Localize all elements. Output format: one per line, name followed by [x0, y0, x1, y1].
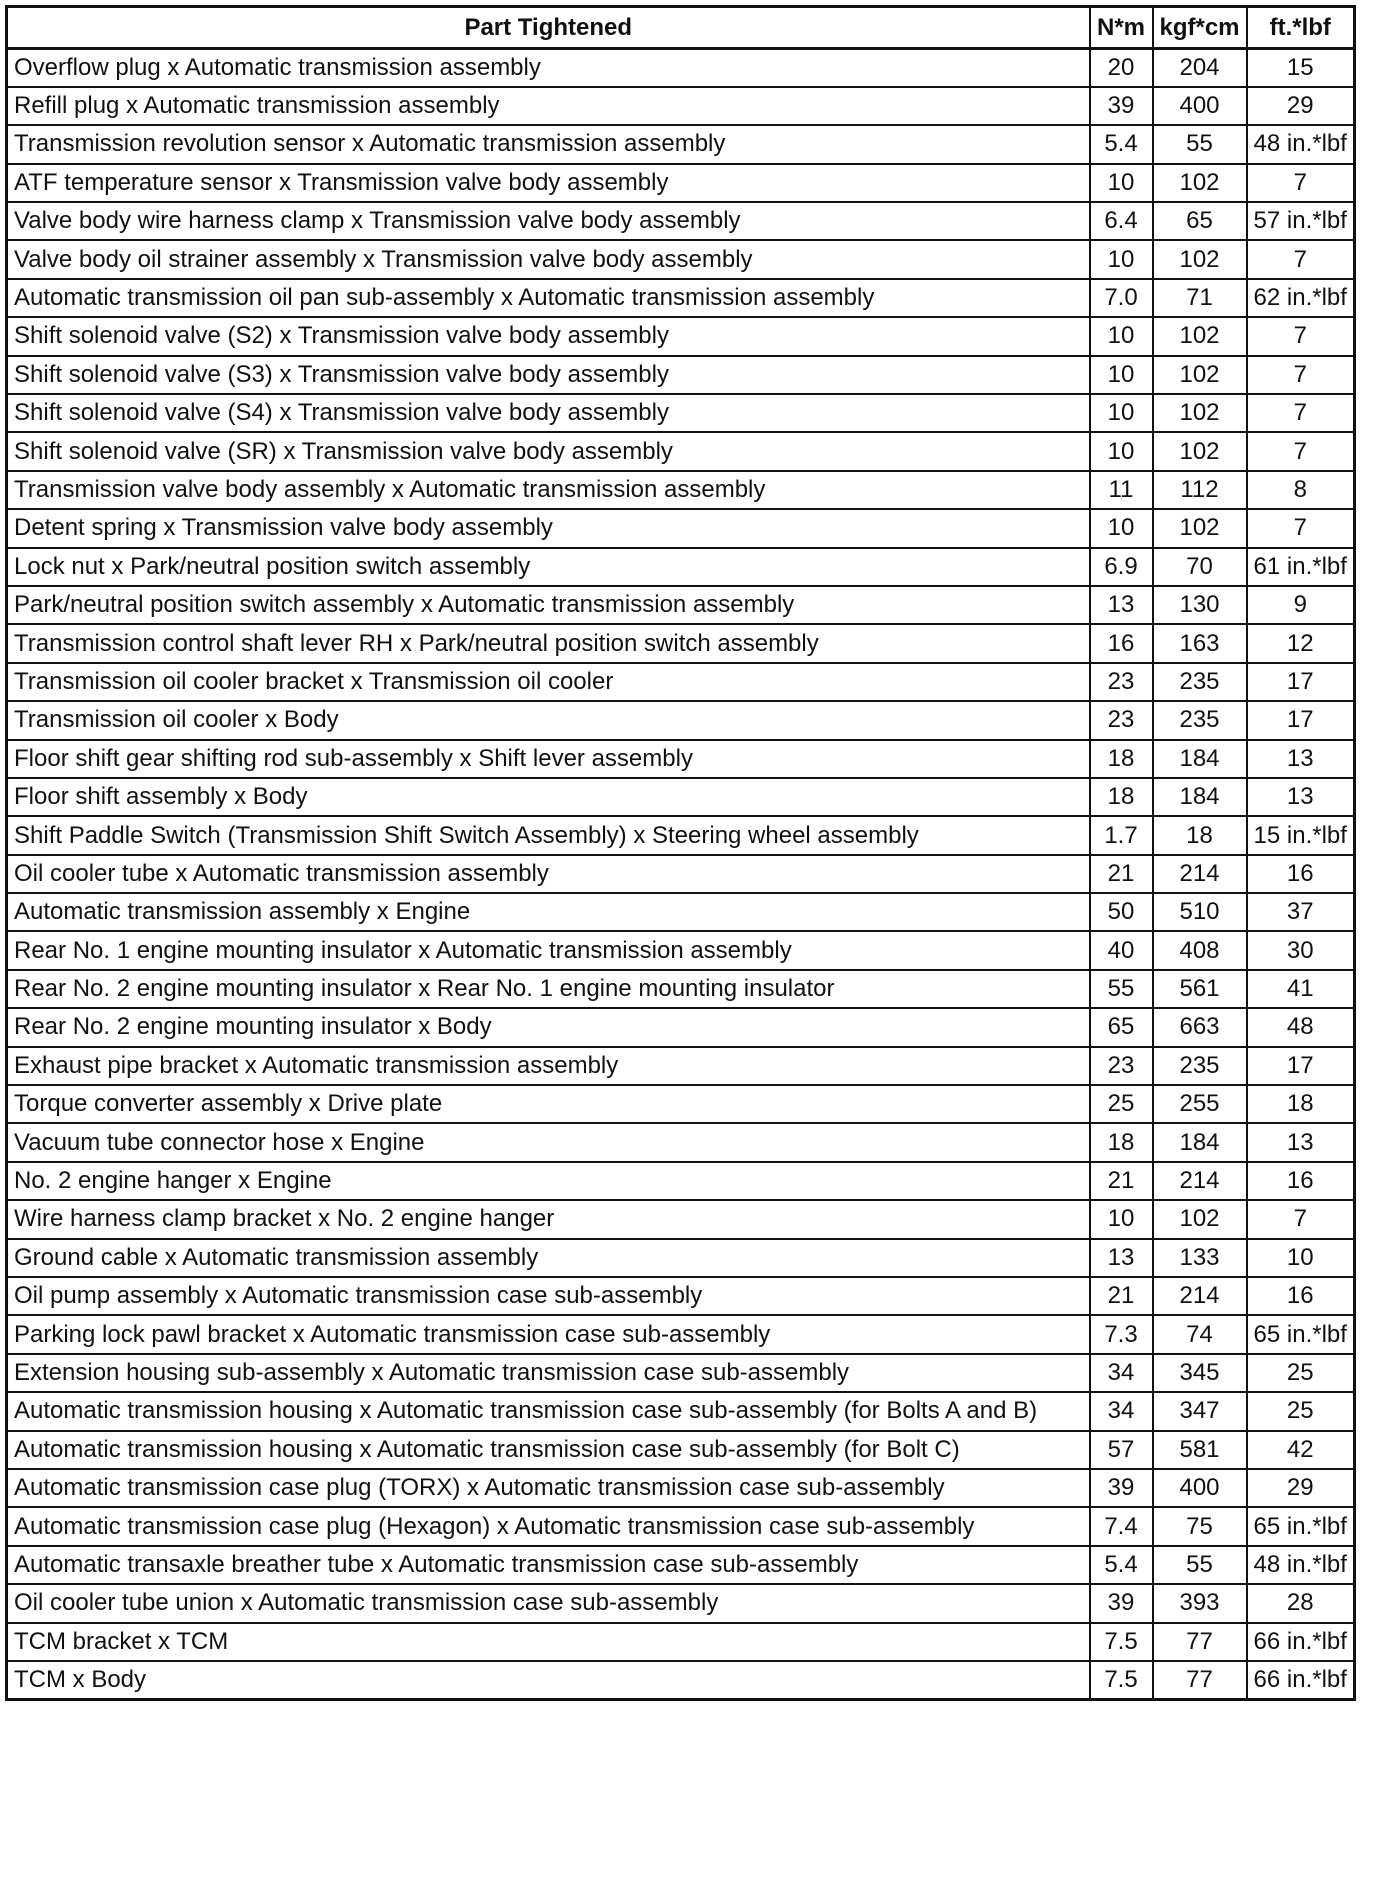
cell-ftlbf: 13: [1247, 740, 1355, 778]
cell-ftlbf: 29: [1247, 1469, 1355, 1507]
cell-kgfcm: 393: [1153, 1584, 1247, 1622]
cell-kgfcm: 214: [1153, 855, 1247, 893]
table-row: [7, 855, 1355, 893]
cell-nm: 6.9: [1090, 548, 1153, 586]
cell-part-tightened: Shift solenoid valve (S2) x Transmission valve body assembly: [7, 317, 1090, 355]
cell-nm: 10: [1090, 240, 1153, 278]
table-row: [7, 164, 1355, 202]
cell-nm: 25: [1090, 1085, 1153, 1123]
table-row: [7, 1200, 1355, 1238]
cell-kgfcm: 102: [1153, 394, 1247, 432]
cell-kgfcm: 102: [1153, 317, 1247, 355]
cell-ftlbf: 48: [1247, 1008, 1355, 1046]
cell-kgfcm: 71: [1153, 279, 1247, 317]
cell-part-tightened: Automatic transmission housing x Automatic transmission case sub-assembly (for Bolts A and B): [7, 1392, 1090, 1430]
cell-ftlbf: 28: [1247, 1584, 1355, 1622]
table-row: [7, 1392, 1355, 1430]
table-row: [7, 317, 1355, 355]
cell-ftlbf: 7: [1247, 317, 1355, 355]
cell-ftlbf: 17: [1247, 663, 1355, 701]
cell-kgfcm: 55: [1153, 125, 1247, 163]
cell-kgfcm: 345: [1153, 1354, 1247, 1392]
cell-kgfcm: 510: [1153, 893, 1247, 931]
cell-kgfcm: 130: [1153, 586, 1247, 624]
cell-ftlbf: 42: [1247, 1431, 1355, 1469]
cell-kgfcm: 102: [1153, 164, 1247, 202]
cell-kgfcm: 561: [1153, 970, 1247, 1008]
cell-nm: 10: [1090, 317, 1153, 355]
cell-ftlbf: 16: [1247, 1277, 1355, 1315]
cell-kgfcm: 163: [1153, 624, 1247, 662]
cell-nm: 7.0: [1090, 279, 1153, 317]
cell-part-tightened: Transmission oil cooler x Body: [7, 701, 1090, 739]
table-row: [7, 1431, 1355, 1469]
cell-nm: 7.5: [1090, 1623, 1153, 1661]
cell-ftlbf: 65 in.*lbf: [1247, 1507, 1355, 1545]
cell-nm: 39: [1090, 1584, 1153, 1622]
cell-part-tightened: Valve body oil strainer assembly x Transmission valve body assembly: [7, 240, 1090, 278]
cell-ftlbf: 17: [1247, 701, 1355, 739]
cell-ftlbf: 65 in.*lbf: [1247, 1315, 1355, 1353]
cell-nm: 18: [1090, 1123, 1153, 1161]
cell-kgfcm: 400: [1153, 1469, 1247, 1507]
cell-part-tightened: Shift solenoid valve (S3) x Transmission valve body assembly: [7, 356, 1090, 394]
table-row: [7, 1315, 1355, 1353]
cell-nm: 13: [1090, 586, 1153, 624]
cell-part-tightened: Floor shift gear shifting rod sub-assembly x Shift lever assembly: [7, 740, 1090, 778]
cell-kgfcm: 184: [1153, 778, 1247, 816]
cell-part-tightened: Overflow plug x Automatic transmission assembly: [7, 49, 1090, 87]
cell-ftlbf: 57 in.*lbf: [1247, 202, 1355, 240]
table-row: [7, 970, 1355, 1008]
cell-kgfcm: 347: [1153, 1392, 1247, 1430]
table-row: [7, 1008, 1355, 1046]
cell-nm: 23: [1090, 663, 1153, 701]
header-nm: N*m: [1090, 7, 1153, 49]
cell-nm: 7.5: [1090, 1661, 1153, 1699]
table-row: [7, 624, 1355, 662]
cell-ftlbf: 15: [1247, 49, 1355, 87]
table-row: [7, 1354, 1355, 1392]
table-row: [7, 1546, 1355, 1584]
cell-part-tightened: Oil cooler tube x Automatic transmission assembly: [7, 855, 1090, 893]
cell-kgfcm: 74: [1153, 1315, 1247, 1353]
cell-nm: 50: [1090, 893, 1153, 931]
cell-kgfcm: 102: [1153, 509, 1247, 547]
cell-nm: 23: [1090, 701, 1153, 739]
cell-kgfcm: 133: [1153, 1239, 1247, 1277]
table-header-row: [7, 7, 1355, 49]
cell-kgfcm: 408: [1153, 931, 1247, 969]
cell-nm: 6.4: [1090, 202, 1153, 240]
cell-ftlbf: 7: [1247, 1200, 1355, 1238]
table-row: [7, 1469, 1355, 1507]
table-row: [7, 548, 1355, 586]
cell-ftlbf: 66 in.*lbf: [1247, 1623, 1355, 1661]
cell-ftlbf: 15 in.*lbf: [1247, 816, 1355, 854]
cell-part-tightened: Rear No. 2 engine mounting insulator x Body: [7, 1008, 1090, 1046]
table-row: [7, 1507, 1355, 1545]
cell-part-tightened: TCM x Body: [7, 1661, 1090, 1699]
cell-nm: 23: [1090, 1047, 1153, 1085]
cell-nm: 10: [1090, 394, 1153, 432]
cell-kgfcm: 184: [1153, 740, 1247, 778]
cell-part-tightened: Floor shift assembly x Body: [7, 778, 1090, 816]
cell-ftlbf: 48 in.*lbf: [1247, 1546, 1355, 1584]
table-row: [7, 202, 1355, 240]
cell-ftlbf: 7: [1247, 356, 1355, 394]
table-row: [7, 778, 1355, 816]
cell-nm: 18: [1090, 778, 1153, 816]
cell-ftlbf: 7: [1247, 509, 1355, 547]
cell-part-tightened: Automatic transmission assembly x Engine: [7, 893, 1090, 931]
cell-nm: 7.3: [1090, 1315, 1153, 1353]
table-row: [7, 586, 1355, 624]
cell-part-tightened: ATF temperature sensor x Transmission valve body assembly: [7, 164, 1090, 202]
cell-kgfcm: 204: [1153, 49, 1247, 87]
cell-nm: 65: [1090, 1008, 1153, 1046]
table-row: [7, 87, 1355, 125]
table-row: [7, 816, 1355, 854]
cell-part-tightened: Shift solenoid valve (S4) x Transmission valve body assembly: [7, 394, 1090, 432]
cell-part-tightened: Parking lock pawl bracket x Automatic transmission case sub-assembly: [7, 1315, 1090, 1353]
cell-kgfcm: 184: [1153, 1123, 1247, 1161]
cell-part-tightened: Automatic transaxle breather tube x Automatic transmission case sub-assembly: [7, 1546, 1090, 1584]
cell-part-tightened: Refill plug x Automatic transmission assembly: [7, 87, 1090, 125]
cell-part-tightened: Transmission revolution sensor x Automatic transmission assembly: [7, 125, 1090, 163]
cell-kgfcm: 77: [1153, 1661, 1247, 1699]
table-row: [7, 931, 1355, 969]
cell-ftlbf: 8: [1247, 471, 1355, 509]
cell-part-tightened: Valve body wire harness clamp x Transmission valve body assembly: [7, 202, 1090, 240]
cell-nm: 34: [1090, 1392, 1153, 1430]
cell-part-tightened: Lock nut x Park/neutral position switch assembly: [7, 548, 1090, 586]
cell-part-tightened: Extension housing sub-assembly x Automatic transmission case sub-assembly: [7, 1354, 1090, 1392]
cell-nm: 10: [1090, 356, 1153, 394]
cell-kgfcm: 214: [1153, 1277, 1247, 1315]
cell-ftlbf: 18: [1247, 1085, 1355, 1123]
cell-nm: 10: [1090, 164, 1153, 202]
cell-part-tightened: Park/neutral position switch assembly x Automatic transmission assembly: [7, 586, 1090, 624]
cell-kgfcm: 18: [1153, 816, 1247, 854]
table-row: [7, 432, 1355, 470]
cell-kgfcm: 102: [1153, 432, 1247, 470]
cell-nm: 20: [1090, 49, 1153, 87]
cell-ftlbf: 62 in.*lbf: [1247, 279, 1355, 317]
cell-kgfcm: 77: [1153, 1623, 1247, 1661]
cell-ftlbf: 7: [1247, 240, 1355, 278]
cell-part-tightened: Detent spring x Transmission valve body assembly: [7, 509, 1090, 547]
cell-kgfcm: 102: [1153, 1200, 1247, 1238]
cell-ftlbf: 37: [1247, 893, 1355, 931]
table-row: [7, 1277, 1355, 1315]
cell-nm: 21: [1090, 855, 1153, 893]
cell-part-tightened: Transmission valve body assembly x Automatic transmission assembly: [7, 471, 1090, 509]
table-row: [7, 1661, 1355, 1699]
table-body: [7, 49, 1355, 1700]
cell-nm: 57: [1090, 1431, 1153, 1469]
table-row: [7, 1047, 1355, 1085]
cell-part-tightened: Oil cooler tube union x Automatic transmission case sub-assembly: [7, 1584, 1090, 1622]
cell-kgfcm: 70: [1153, 548, 1247, 586]
cell-part-tightened: Vacuum tube connector hose x Engine: [7, 1123, 1090, 1161]
cell-part-tightened: No. 2 engine hanger x Engine: [7, 1162, 1090, 1200]
table-row: [7, 125, 1355, 163]
cell-part-tightened: Automatic transmission oil pan sub-assembly x Automatic transmission assembly: [7, 279, 1090, 317]
header-ftlbf: ft.*lbf: [1247, 7, 1355, 49]
cell-part-tightened: Rear No. 1 engine mounting insulator x Automatic transmission assembly: [7, 931, 1090, 969]
table-row: [7, 1162, 1355, 1200]
cell-nm: 39: [1090, 1469, 1153, 1507]
cell-ftlbf: 48 in.*lbf: [1247, 125, 1355, 163]
cell-nm: 18: [1090, 740, 1153, 778]
cell-part-tightened: Automatic transmission case plug (TORX) x Automatic transmission case sub-assembly: [7, 1469, 1090, 1507]
cell-nm: 55: [1090, 970, 1153, 1008]
cell-part-tightened: Rear No. 2 engine mounting insulator x Rear No. 1 engine mounting insulator: [7, 970, 1090, 1008]
table-row: [7, 1123, 1355, 1161]
cell-ftlbf: 7: [1247, 164, 1355, 202]
cell-part-tightened: Transmission oil cooler bracket x Transmission oil cooler: [7, 663, 1090, 701]
cell-nm: 10: [1090, 1200, 1153, 1238]
table-row: [7, 279, 1355, 317]
cell-part-tightened: Wire harness clamp bracket x No. 2 engine hanger: [7, 1200, 1090, 1238]
cell-kgfcm: 112: [1153, 471, 1247, 509]
cell-ftlbf: 29: [1247, 87, 1355, 125]
cell-nm: 13: [1090, 1239, 1153, 1277]
cell-nm: 11: [1090, 471, 1153, 509]
cell-nm: 16: [1090, 624, 1153, 662]
table-row: [7, 893, 1355, 931]
cell-ftlbf: 30: [1247, 931, 1355, 969]
cell-ftlbf: 7: [1247, 394, 1355, 432]
cell-kgfcm: 214: [1153, 1162, 1247, 1200]
table-row: [7, 1085, 1355, 1123]
cell-nm: 10: [1090, 509, 1153, 547]
cell-nm: 39: [1090, 87, 1153, 125]
cell-kgfcm: 235: [1153, 701, 1247, 739]
cell-nm: 10: [1090, 432, 1153, 470]
table-row: [7, 471, 1355, 509]
cell-kgfcm: 235: [1153, 1047, 1247, 1085]
cell-ftlbf: 7: [1247, 432, 1355, 470]
table-row: [7, 1623, 1355, 1661]
cell-ftlbf: 17: [1247, 1047, 1355, 1085]
cell-kgfcm: 255: [1153, 1085, 1247, 1123]
table-row: [7, 1239, 1355, 1277]
cell-part-tightened: Ground cable x Automatic transmission assembly: [7, 1239, 1090, 1277]
cell-part-tightened: TCM bracket x TCM: [7, 1623, 1090, 1661]
cell-kgfcm: 400: [1153, 87, 1247, 125]
cell-nm: 40: [1090, 931, 1153, 969]
cell-part-tightened: Exhaust pipe bracket x Automatic transmission assembly: [7, 1047, 1090, 1085]
cell-kgfcm: 102: [1153, 240, 1247, 278]
cell-ftlbf: 10: [1247, 1239, 1355, 1277]
cell-part-tightened: Automatic transmission case plug (Hexagon) x Automatic transmission case sub-assembly: [7, 1507, 1090, 1545]
cell-ftlbf: 13: [1247, 1123, 1355, 1161]
cell-kgfcm: 663: [1153, 1008, 1247, 1046]
cell-ftlbf: 66 in.*lbf: [1247, 1661, 1355, 1699]
cell-part-tightened: Transmission control shaft lever RH x Park/neutral position switch assembly: [7, 624, 1090, 662]
table-row: [7, 394, 1355, 432]
cell-nm: 5.4: [1090, 1546, 1153, 1584]
cell-ftlbf: 13: [1247, 778, 1355, 816]
table-row: [7, 740, 1355, 778]
cell-part-tightened: Shift Paddle Switch (Transmission Shift Switch Assembly) x Steering wheel assembly: [7, 816, 1090, 854]
table-row: [7, 1584, 1355, 1622]
cell-kgfcm: 65: [1153, 202, 1247, 240]
cell-kgfcm: 581: [1153, 1431, 1247, 1469]
cell-ftlbf: 61 in.*lbf: [1247, 548, 1355, 586]
header-part-tightened: Part Tightened: [7, 7, 1090, 49]
cell-ftlbf: 25: [1247, 1392, 1355, 1430]
table-row: [7, 509, 1355, 547]
cell-ftlbf: 41: [1247, 970, 1355, 1008]
cell-kgfcm: 55: [1153, 1546, 1247, 1584]
cell-part-tightened: Shift solenoid valve (SR) x Transmission valve body assembly: [7, 432, 1090, 470]
table-row: [7, 49, 1355, 87]
torque-specification-table: [5, 5, 1356, 1701]
cell-part-tightened: Oil pump assembly x Automatic transmission case sub-assembly: [7, 1277, 1090, 1315]
cell-nm: 5.4: [1090, 125, 1153, 163]
cell-ftlbf: 12: [1247, 624, 1355, 662]
cell-part-tightened: Torque converter assembly x Drive plate: [7, 1085, 1090, 1123]
table-row: [7, 240, 1355, 278]
cell-nm: 21: [1090, 1162, 1153, 1200]
cell-ftlbf: 9: [1247, 586, 1355, 624]
cell-nm: 7.4: [1090, 1507, 1153, 1545]
table-row: [7, 356, 1355, 394]
cell-ftlbf: 16: [1247, 1162, 1355, 1200]
table-row: [7, 701, 1355, 739]
cell-part-tightened: Automatic transmission housing x Automatic transmission case sub-assembly (for Bolt C): [7, 1431, 1090, 1469]
cell-kgfcm: 235: [1153, 663, 1247, 701]
table-row: [7, 663, 1355, 701]
header-kgfcm: kgf*cm: [1153, 7, 1247, 49]
cell-kgfcm: 102: [1153, 356, 1247, 394]
cell-ftlbf: 16: [1247, 855, 1355, 893]
cell-nm: 34: [1090, 1354, 1153, 1392]
cell-nm: 21: [1090, 1277, 1153, 1315]
cell-nm: 1.7: [1090, 816, 1153, 854]
cell-ftlbf: 25: [1247, 1354, 1355, 1392]
cell-kgfcm: 75: [1153, 1507, 1247, 1545]
